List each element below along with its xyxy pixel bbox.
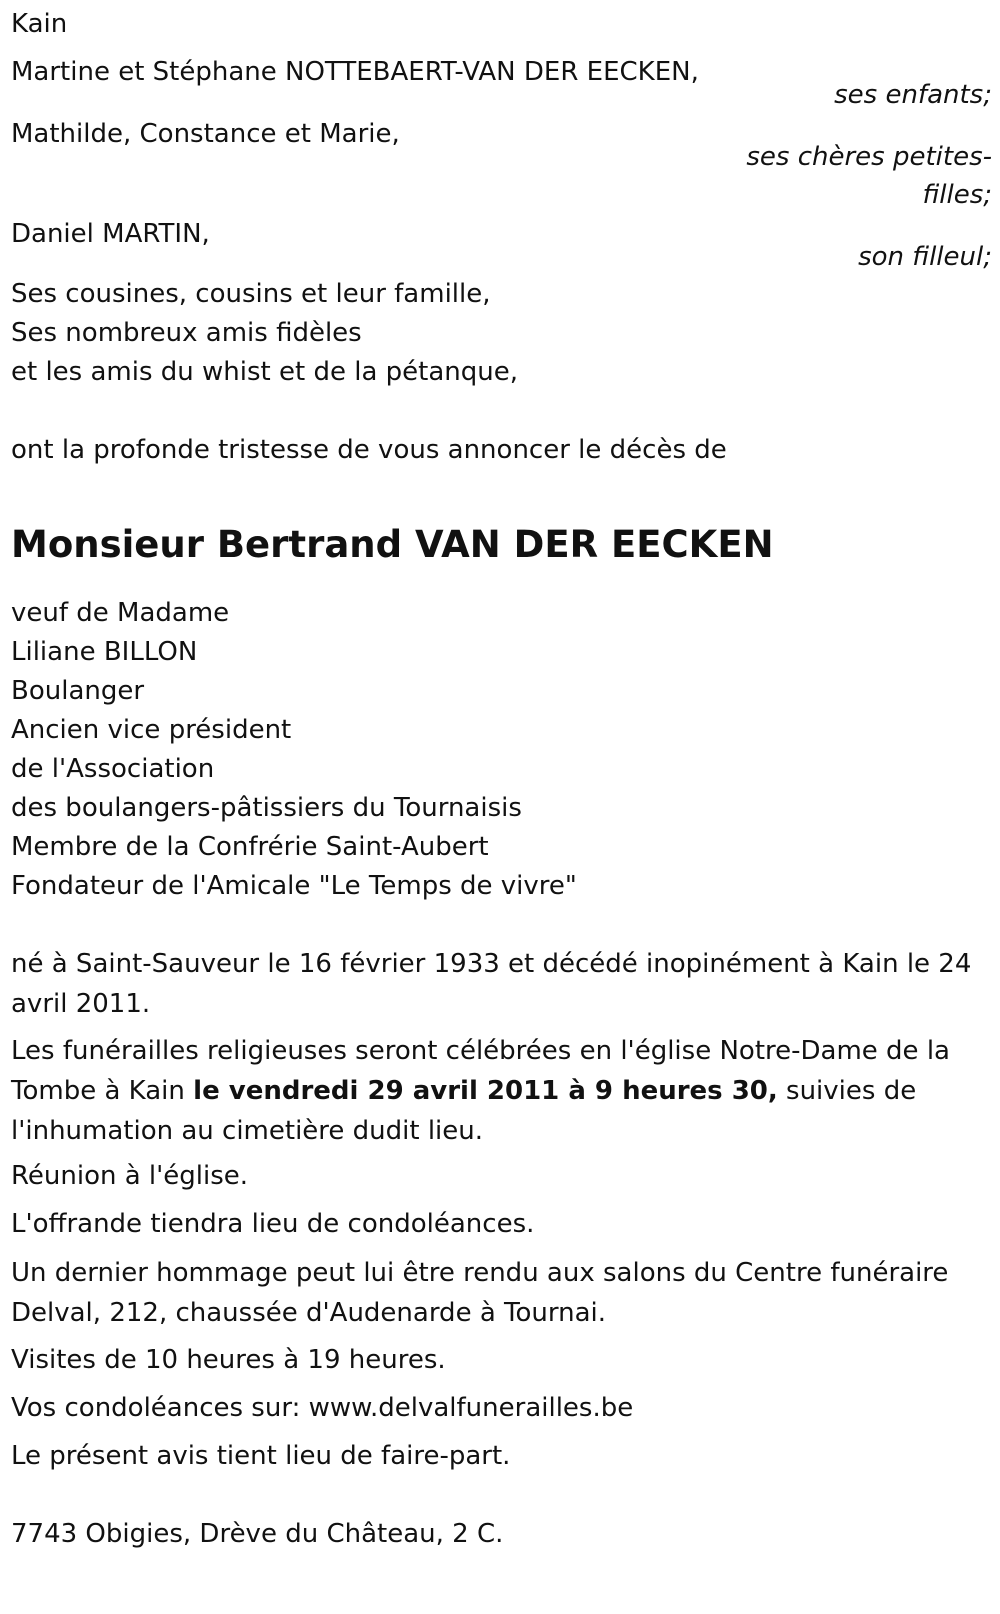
friends-line: Ses nombreux amis fidèles	[11, 318, 362, 348]
funeral-text-after: suivies de l'inhumation au cimetière dudit lieu.	[11, 1076, 917, 1146]
note-offering: L'offrande tiendra lieu de condoléances.	[11, 1209, 535, 1239]
title-line: veuf de Madame	[11, 598, 230, 628]
title-line: Ancien vice président	[11, 715, 292, 745]
note-tribute: Un dernier hommage peut lui être rendu aux salons du Centre funéraire Delval, 212, chaussée d'Audenarde à Tournai.	[11, 1258, 949, 1328]
note-visits: Visites de 10 heures à 19 heures.	[11, 1345, 446, 1375]
note-meeting: Réunion à l'église.	[11, 1161, 249, 1191]
funeral-paragraph	[11, 1031, 986, 1151]
relatives-line: Ses cousines, cousins et leur famille,	[11, 279, 491, 309]
title-line: Membre de la Confrérie Saint-Aubert	[11, 832, 489, 862]
deceased-name: Monsieur Bertrand VAN DER EECKEN	[11, 523, 774, 566]
birth-death-paragraph: né à Saint-Sauveur le 16 février 1933 et décédé inopinément à Kain le 24 avril 2011.	[11, 949, 972, 1019]
family-address: 7743 Obigies, Drève du Château, 2 C.	[11, 1519, 504, 1549]
funeral-text-before: Les funérailles religieuses seront célébrées en l'église Notre-Dame de la Tombe à Kain	[11, 1036, 950, 1106]
funeral-datetime: le vendredi 29 avril 2011 à 9 heures 30,	[193, 1076, 778, 1106]
club-friends-line: et les amis du whist et de la pétanque,	[11, 357, 518, 387]
title-line: des boulangers-pâtissiers du Tournaisis	[11, 793, 522, 823]
grandchildren-role-line1: ses chères petites-	[746, 142, 992, 172]
title-line: Fondateur de l'Amicale "Le Temps de vivre"	[11, 871, 577, 901]
godson-name: Daniel MARTIN,	[11, 219, 210, 249]
announcement-text: ont la profonde tristesse de vous annoncer le décès de	[11, 435, 727, 465]
grandchildren-names: Mathilde, Constance et Marie,	[11, 119, 400, 149]
title-line: Liliane BILLON	[11, 637, 198, 667]
title-line: Boulanger	[11, 676, 145, 706]
note-condolences: Vos condoléances sur: www.delvalfunerailles.be	[11, 1393, 634, 1423]
place-header: Kain	[11, 9, 68, 39]
children-names: Martine et Stéphane NOTTEBAERT-VAN DER EECKEN,	[11, 57, 699, 87]
godson-role: son filleul;	[858, 242, 992, 272]
children-role: ses enfants;	[834, 80, 992, 110]
grandchildren-role-line2: filles;	[922, 180, 992, 210]
note-faire-part: Le présent avis tient lieu de faire-part.	[11, 1441, 511, 1471]
title-line: de l'Association	[11, 754, 215, 784]
